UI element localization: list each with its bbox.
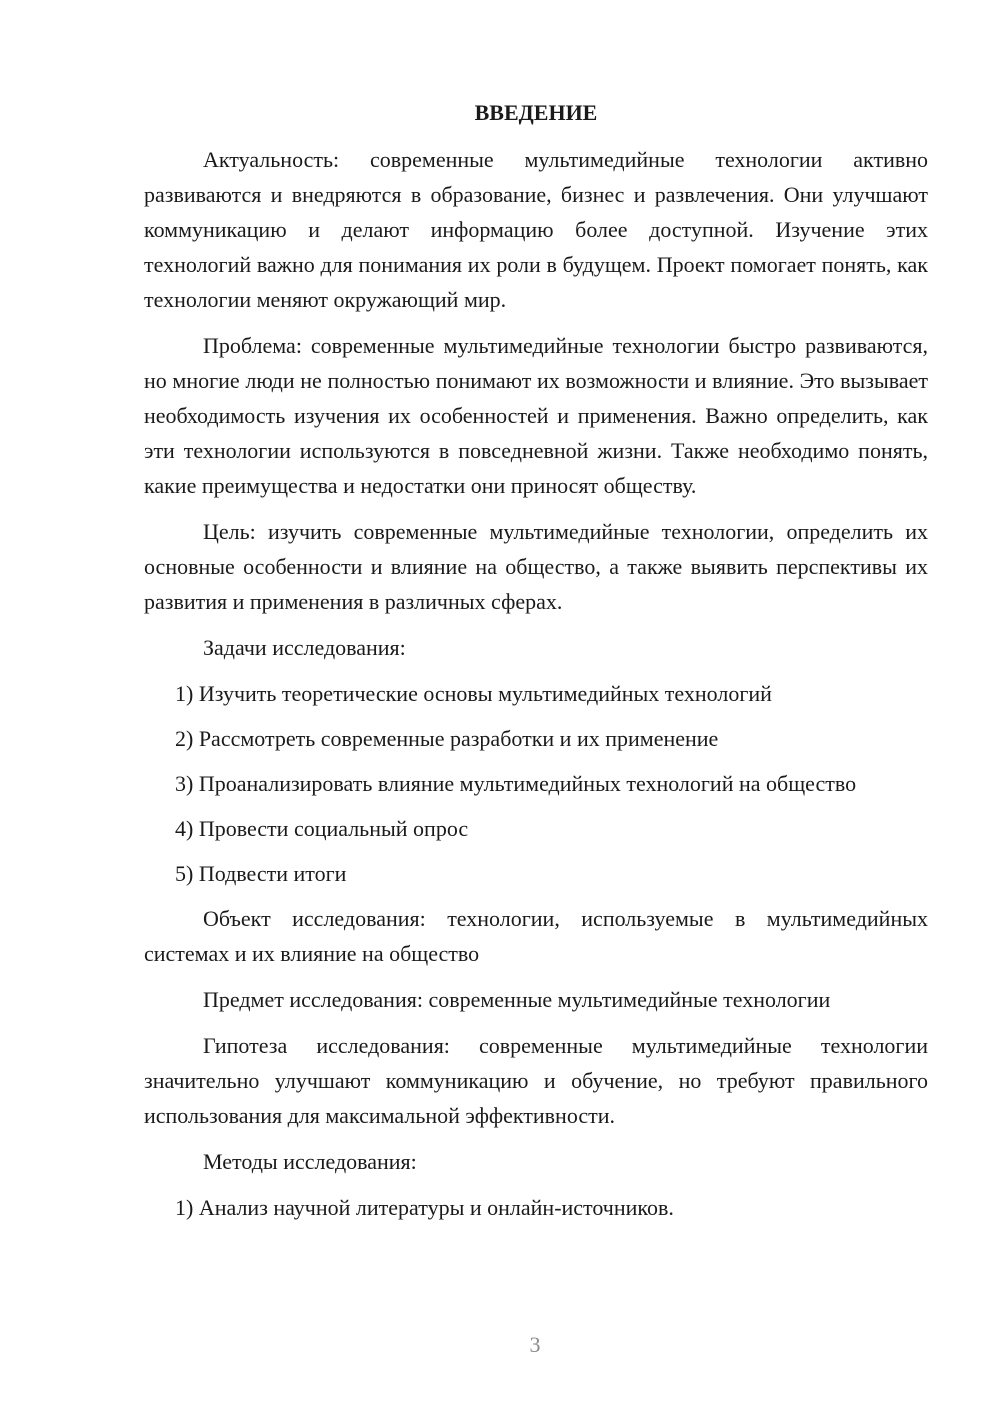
methods-heading: Методы исследования: xyxy=(203,1149,417,1174)
task-item-2: 2) Рассмотреть современные разработки и их применение xyxy=(175,726,719,751)
tasks-heading: Задачи исследования: xyxy=(203,635,406,660)
subject-paragraph: Предмет исследования: современные мультимедийные технологии xyxy=(203,987,831,1012)
goal-paragraph: Цель: изучить современные мультимедийные технологии, определить их основные особенности и влияние на общество, а также выявить перспективы их развития и применения в различных сферах. xyxy=(144,519,928,614)
task-item-3: 3) Проанализировать влияние мультимедийных технологий на общество xyxy=(175,771,857,796)
document-page xyxy=(144,92,928,1235)
method-item-1: 1) Анализ научной литературы и онлайн-источников. xyxy=(175,1195,674,1220)
problem-paragraph: Проблема: современные мультимедийные технологии быстро развиваются, но многие люди не полностью понимают их возможности и влияние. Это вызывает необходимость изучения их особенностей и применения. Важно определить, как эти технологии используются в повседневной жизни. Также необходимо понять, какие преимущества и недостатки они приносят обществу. xyxy=(144,333,928,498)
object-paragraph: Объект исследования: технологии, используемые в мультимедийных системах и их влияние на общество xyxy=(144,906,928,966)
task-item-1: 1) Изучить теоретические основы мультимедийных технологий xyxy=(175,681,772,706)
page-title: ВВЕДЕНИЕ xyxy=(474,100,598,125)
task-item-5: 5) Подвести итоги xyxy=(175,861,347,886)
task-item-4: 4) Провести социальный опрос xyxy=(175,816,469,841)
hypothesis-paragraph: Гипотеза исследования: современные мультимедийные технологии значительно улучшают коммуникацию и обучение, но требуют правильного использования для максимальной эффективности. xyxy=(144,1033,928,1128)
relevance-paragraph: Актуальность: современные мультимедийные технологии активно развиваются и внедряются в образование, бизнес и развлечения. Они улучшают коммуникацию и делают информацию более доступной. Изучение этих технологий важно для понимания их роли в будущем. Проект помогает понять, как технологии меняют окружающий мир. xyxy=(144,147,928,312)
page-number: 3 xyxy=(529,1332,541,1357)
